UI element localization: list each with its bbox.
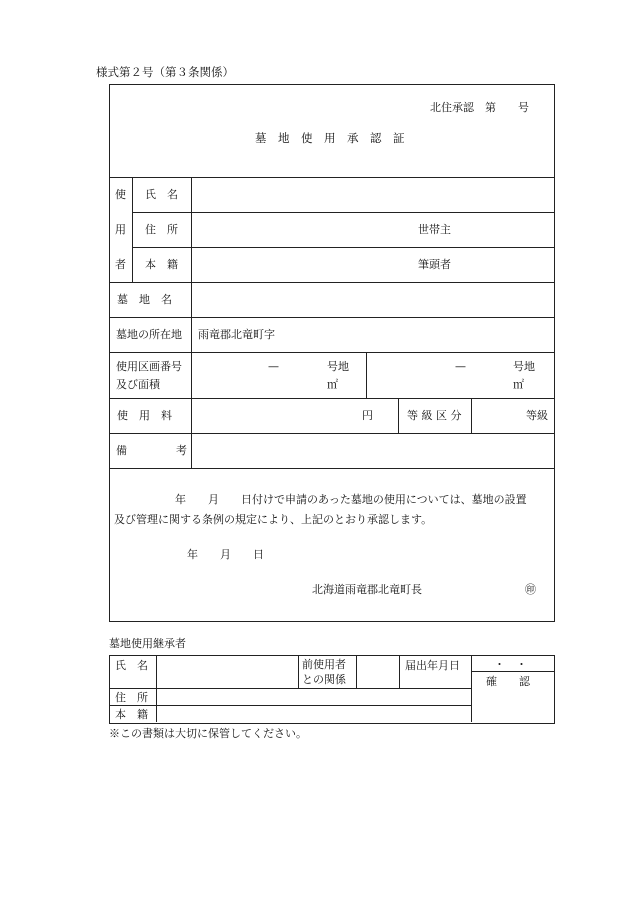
- successor-address-label: 住 所: [115, 691, 148, 704]
- location-label: 墓地の所在地: [116, 328, 182, 341]
- user-group-char-2: 用: [115, 223, 126, 236]
- grade-unit: 等級: [526, 409, 548, 422]
- cert-number: 北住承認 第 号: [430, 101, 529, 114]
- successor-domicile-label: 本 籍: [115, 708, 148, 721]
- successor-title: 墓地使用継承者: [109, 637, 186, 650]
- seal-mark: ㊞: [525, 583, 536, 596]
- location-value: 雨竜郡北竜町字: [198, 328, 275, 341]
- successor-relation-line1: 前使用者: [302, 658, 346, 671]
- issue-date: 年 月 日: [187, 548, 264, 561]
- lot-unit-2: 号地: [513, 360, 535, 373]
- storage-note: ※この書類は大切に保管してください。: [109, 727, 307, 740]
- certificate-title: 墓 地 使 用 承 認 証: [255, 131, 405, 145]
- lot-dash-2: —: [455, 360, 466, 373]
- successor-confirm-label: 確 認: [486, 675, 530, 688]
- remarks-label-1: 備: [116, 444, 127, 457]
- lot-unit-1: 号地: [327, 360, 349, 373]
- lot-dash-1: —: [268, 360, 279, 373]
- householder-label: 世帯主: [418, 223, 451, 236]
- lot-label-line1: 使用区画番号: [116, 360, 182, 373]
- fee-unit: 円: [362, 409, 373, 422]
- address-label: 住 所: [145, 223, 178, 236]
- user-group-char-1: 使: [115, 188, 126, 201]
- successor-date-dots: ・ ・: [494, 658, 527, 671]
- fee-label: 使 用 料: [117, 409, 172, 422]
- user-group-char-3: 者: [115, 258, 126, 271]
- name-label: 氏 名: [145, 188, 178, 201]
- form-label: 様式第２号（第３条関係）: [96, 65, 234, 79]
- approval-statement-line1: 年 月 日付けで申請のあった墓地の使用については、墓地の設置: [175, 493, 527, 506]
- successor-name-label: 氏 名: [115, 659, 148, 672]
- lot-label-line2: 及び面積: [116, 378, 160, 391]
- domicile-label: 本 籍: [145, 258, 178, 271]
- area-unit-1: ㎡: [327, 378, 338, 391]
- certificate-form: [109, 84, 555, 622]
- head-of-family-label: 筆頭者: [418, 258, 451, 271]
- successor-relation-line2: との関係: [302, 673, 346, 686]
- successor-date-label: 届出年月日: [405, 659, 460, 672]
- grade-label: 等 級 区 分: [407, 409, 462, 422]
- approval-statement-line2: 及び管理に関する条例の規定により、上記のとおり承認します。: [114, 513, 433, 526]
- cemetery-name-label: 墓 地 名: [117, 293, 172, 306]
- area-unit-2: ㎡: [513, 378, 524, 391]
- remarks-label-2: 考: [176, 444, 187, 457]
- issuer-name: 北海道雨竜郡北竜町長: [312, 583, 422, 596]
